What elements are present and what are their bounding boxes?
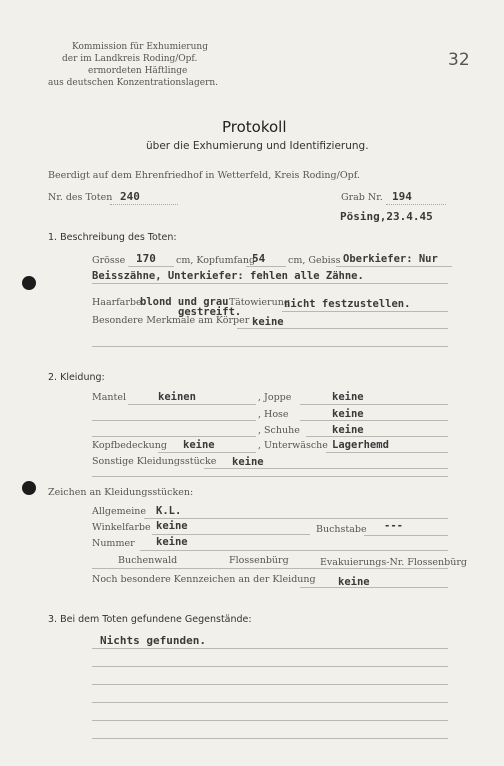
hair-value-2: gestreift. [178,306,242,318]
hair-label: Haarfarbe [92,297,142,308]
letter-value: --- [384,520,403,532]
shoes-value: keine [332,424,364,436]
trousers-label: , Hose [258,409,289,420]
coat-label: Mantel [92,392,126,403]
teeth-value-2: Beisszähne, Unterkiefer: fehlen alle Zähne. [92,270,364,282]
camp-buchenwald: Buchenwald [118,555,178,566]
other-clothing-label: Sonstige Kleidungsstücke [92,456,217,467]
height-label: Grösse [92,255,126,266]
marks-value: keine [252,316,284,328]
grave-number-value: 194 [392,190,412,203]
headwear-label: Kopfbedeckung [92,440,167,451]
org-line-1: Kommission für Exhumierung [72,42,208,52]
grave-number-label: Grab Nr. [341,192,383,203]
tattoo-value: nicht festzustellen. [284,298,411,310]
punch-hole-top [22,276,36,290]
other-marks-label: Noch besondere Kennzeichen an der Kleidung [92,574,316,585]
org-line-3: ermordeten Häftlinge [88,66,188,76]
org-line-4: aus deutschen Konzentrationslagern. [48,78,219,88]
marks-label: Besondere Merkmale am Körper [92,315,250,326]
camp-evacuation-number: Evakuierungs-Nr. Flossenbürg [320,557,467,568]
dead-number-label: Nr. des Toten [48,192,113,203]
page-number: 32 [448,50,470,70]
headwear-value: keine [183,439,215,451]
tattoo-label: Tätowierung [229,297,290,308]
camp-flossenburg: Flossenbürg [229,555,289,566]
head-circumference-value: 54 [252,252,266,265]
burial-text: Beerdigt auf dem Ehrenfriedhof in Wetterfeld, Kreis Roding/Opf. [48,170,360,181]
found-items-value: Nichts gefunden. [100,634,206,647]
dead-number-value: 240 [120,190,140,203]
section-3-heading: 3. Bei dem Toten gefundene Gegenstände: [48,614,252,625]
underwear-label: , Unterwäsche [258,440,328,451]
place-date: Pösing,23.4.45 [340,210,433,223]
section-2-heading: 2. Kleidung: [48,372,105,383]
section-1-heading: 1. Beschreibung des Toten: [48,232,177,243]
number-value: keine [156,536,188,548]
hair-value: blond und grau [140,296,229,308]
jacket-label: , Joppe [258,392,292,403]
number-label: Nummer [92,538,135,549]
org-line-2: der im Landkreis Roding/Opf. [62,54,198,64]
trousers-value: keine [332,408,364,420]
jacket-value: keine [332,391,364,403]
coat-value: keinen [158,391,196,403]
winkel-label: Winkelfarbe [92,522,151,533]
signs-heading: Zeichen an Kleidungsstücken: [48,487,194,498]
winkel-value: keine [156,520,188,532]
underwear-value: Lagerhemd [332,439,389,451]
general-label: Allgemeine [92,506,147,517]
other-clothing-value: keine [232,456,264,468]
document-subtitle: über die Exhumierung und Identifizierung. [146,140,369,152]
letter-label: Buchstabe [316,524,367,535]
head-unit: cm, Gebiss [288,255,341,266]
punch-hole-bottom [22,481,36,495]
shoes-label: , Schuhe [258,425,300,436]
document-title: Protokoll [222,118,287,136]
height-value: 170 [136,252,156,265]
general-value: K.L. [156,505,182,517]
teeth-value-1: Oberkiefer: Nur [343,253,438,265]
height-unit: cm, Kopfumfang [176,255,256,266]
other-marks-value: keine [338,576,370,588]
